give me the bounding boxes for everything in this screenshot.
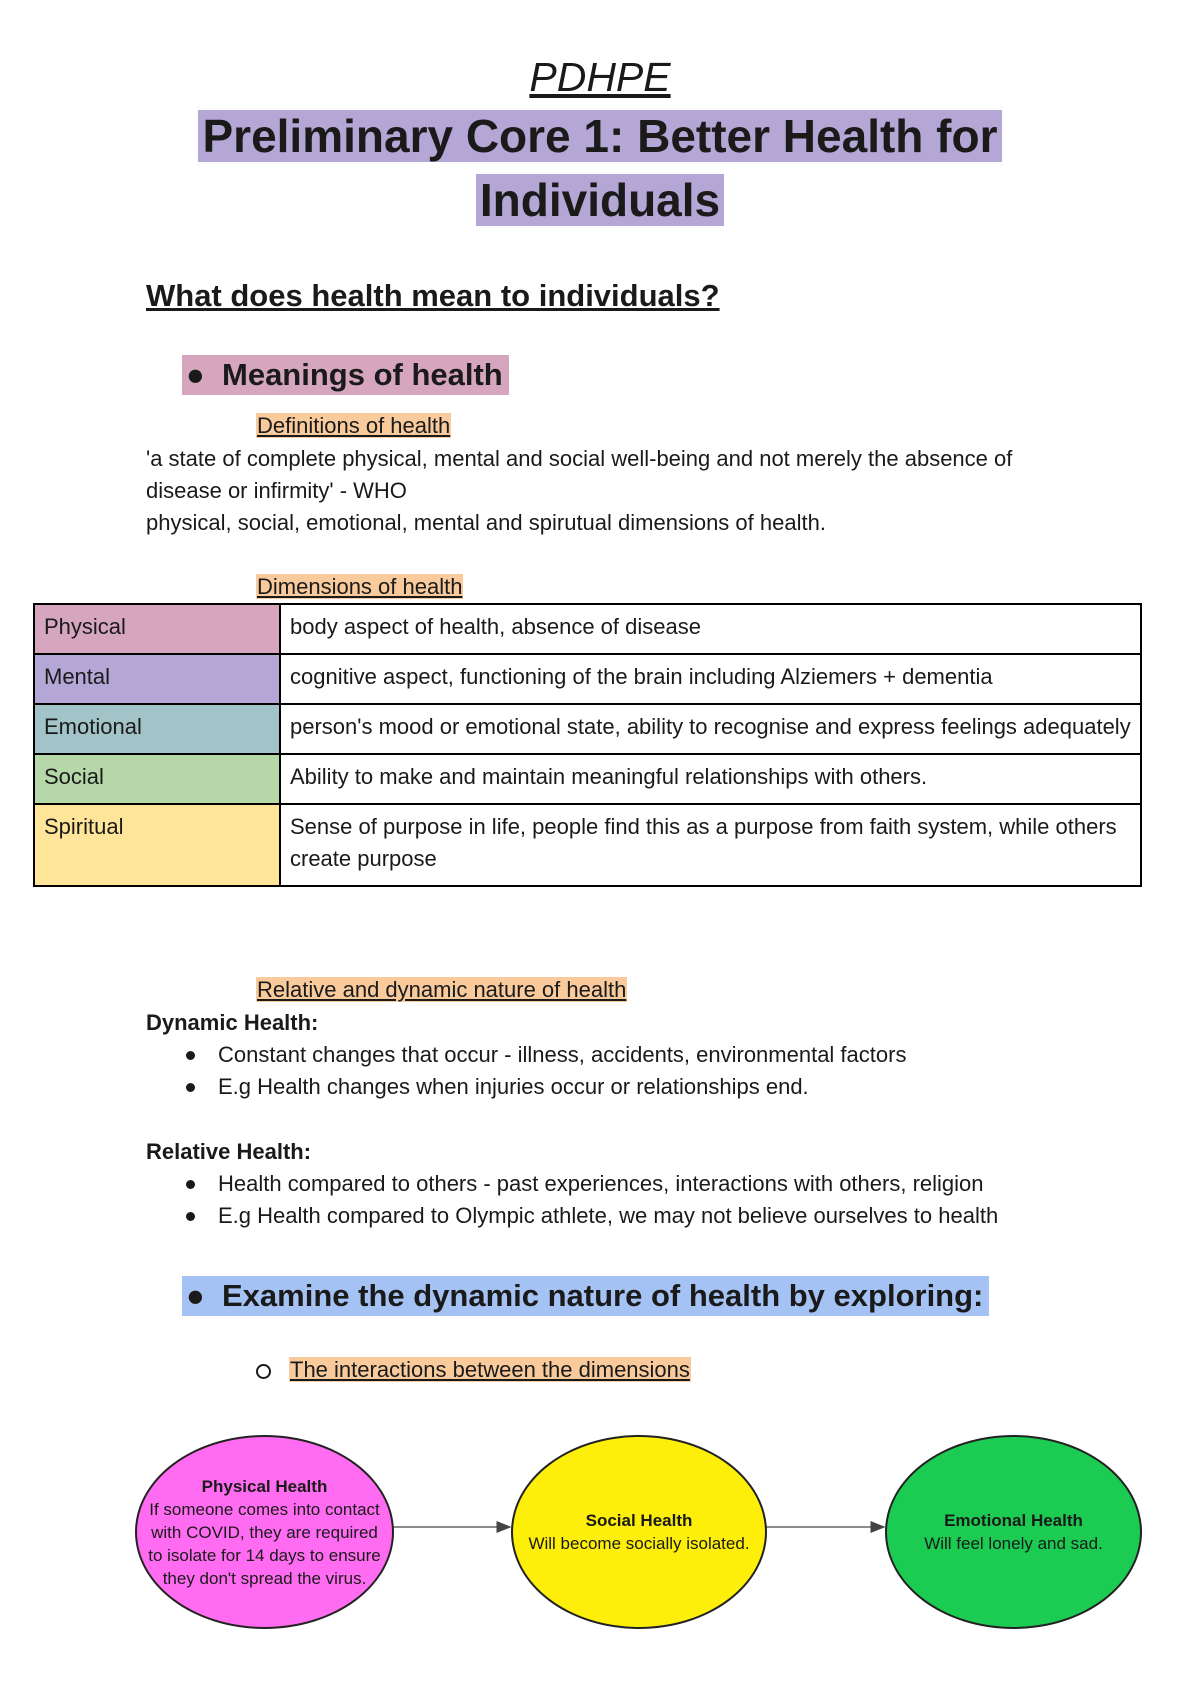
social-health-node xyxy=(511,1435,767,1629)
list-item: E.g Health compared to Olympic athlete, we may not believe ourselves to health xyxy=(182,1200,998,1232)
dimension-description-cell: body aspect of health, absence of disease xyxy=(280,604,1141,654)
subject-heading: PDHPE xyxy=(529,54,671,100)
node-text: Will become socially isolated. xyxy=(528,1534,750,1553)
dimension-description-cell: Ability to make and maintain meaningful relationships with others. xyxy=(280,754,1141,804)
relative-health-label: Relative Health: xyxy=(146,1139,312,1164)
dimension-name-cell: Physical xyxy=(34,604,280,654)
dimension-description-cell: cognitive aspect, functioning of the brain including Alziemers + dementia xyxy=(280,654,1141,704)
list-item: E.g Health changes when injuries occur or relationships end. xyxy=(182,1071,906,1103)
dynamic-health-label: Dynamic Health: xyxy=(146,1010,319,1035)
node-title: Social Health xyxy=(585,1511,693,1530)
dimensions-heading-text: Dimensions of health xyxy=(257,574,463,599)
node-text: Will feel lonely and sad. xyxy=(924,1534,1103,1553)
page-title-line-1-text: Preliminary Core 1: Better Health for xyxy=(198,110,1001,162)
bullet-dot: ● xyxy=(186,1278,205,1313)
interactions-subheading-text: The interactions between the dimensions xyxy=(290,1357,690,1382)
examine-heading-text: Examine the dynamic nature of health by exploring: xyxy=(222,1278,984,1313)
dimension-description-cell: person's mood or emotional state, ability to recognise and express feelings adequately xyxy=(280,704,1141,754)
list-item: Health compared to others - past experiences, interactions with others, religion xyxy=(182,1168,998,1200)
physical-health-node xyxy=(135,1435,394,1629)
page-title-line-2-text: Individuals xyxy=(476,174,724,226)
node-title: Emotional Health xyxy=(944,1511,1083,1530)
dimensions-summary-line: physical, social, emotional, mental and spirutual dimensions of health. xyxy=(146,510,826,535)
definition-line-2: disease or infirmity' - WHO xyxy=(146,478,407,503)
relative-dynamic-heading-text: Relative and dynamic nature of health xyxy=(257,977,627,1002)
emotional-health-node xyxy=(885,1435,1142,1629)
dimension-name-cell: Mental xyxy=(34,654,280,704)
dimension-name-cell: Spiritual xyxy=(34,804,280,886)
node-title: Physical Health xyxy=(201,1476,328,1496)
dimension-name-cell: Emotional xyxy=(34,704,280,754)
bullet-dot: ● xyxy=(186,357,205,392)
definitions-heading-text: Definitions of health xyxy=(257,413,451,438)
section-question-heading: What does health mean to individuals? xyxy=(146,278,720,313)
dimension-name-cell: Social xyxy=(34,754,280,804)
node-text: If someone comes into contact with COVID, they are required to isolate for 14 days to ensure they don't spread the virus. xyxy=(148,1499,381,1588)
dimension-description-cell: Sense of purpose in life, people find this as a purpose from faith system, while others create purpose xyxy=(280,804,1141,886)
definition-line-1: 'a state of complete physical, mental and social well-being and not merely the absence of xyxy=(146,446,1013,471)
list-item: Constant changes that occur - illness, accidents, environmental factors xyxy=(182,1039,906,1071)
meanings-heading-text: Meanings of health xyxy=(222,357,503,392)
